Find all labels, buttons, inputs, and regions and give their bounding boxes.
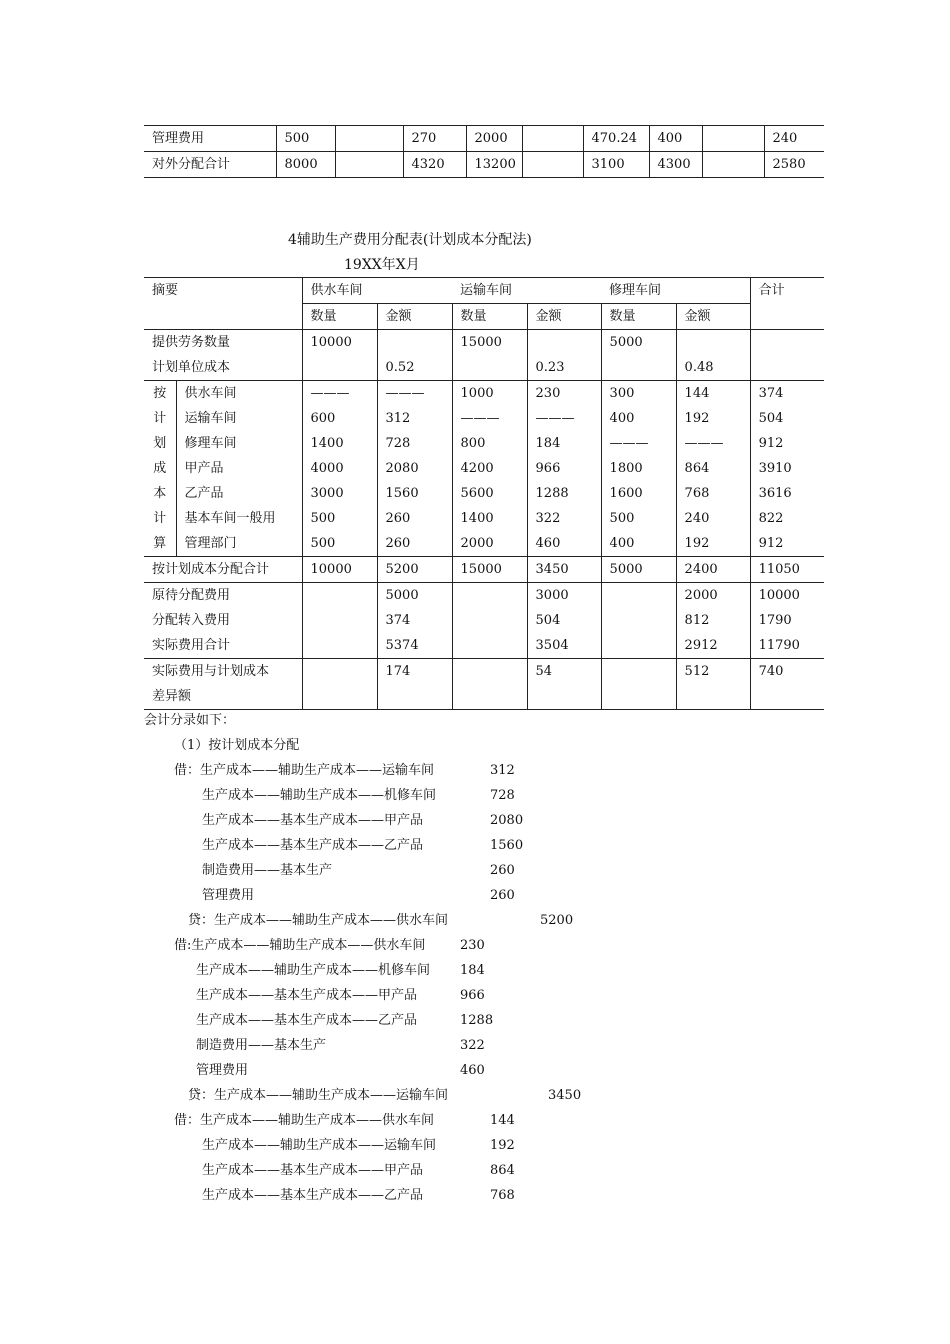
entry-amount: 2080	[490, 813, 524, 828]
table-cell: 192	[676, 406, 750, 431]
table-cell	[302, 659, 377, 710]
table-cell: 3616	[750, 481, 824, 506]
table-cell: 15000	[452, 330, 527, 356]
table-cell: 300	[601, 381, 676, 407]
entry-account: 生产成本——辅助生产成本——机修车间	[202, 788, 437, 803]
entry-amount: 3450	[548, 1088, 582, 1103]
table-cell: 2000	[676, 583, 750, 609]
vertical-label-char: 本	[153, 486, 167, 501]
entry-account: 管理费用	[202, 888, 255, 903]
table-cell: ———	[601, 431, 676, 456]
entry-amount: 144	[490, 1113, 515, 1128]
entry-account: 生产成本——辅助生产成本——运输车间	[202, 1138, 437, 1153]
table-cell	[702, 152, 764, 178]
table-cell: 8000	[276, 152, 335, 178]
entry-account: 贷：生产成本——辅助生产成本——运输车间	[188, 1088, 449, 1103]
table-cell: 460	[527, 531, 601, 557]
plan-row	[144, 406, 824, 431]
table-cell	[522, 126, 583, 152]
table-cell: 400	[601, 406, 676, 431]
table-cell: 500	[302, 531, 377, 557]
entries-heading: （1）按计划成本分配	[174, 738, 300, 753]
entry-amount: 312	[490, 763, 515, 778]
table-cell	[335, 152, 403, 178]
table-cell: 3100	[583, 152, 649, 178]
table-cell	[522, 152, 583, 178]
table-cell: 470.24	[583, 126, 649, 152]
table-cell: 1800	[601, 456, 676, 481]
table-cell	[452, 633, 527, 659]
table-cell: ———	[377, 381, 452, 407]
header-water: 供水车间	[302, 278, 452, 304]
table-cell: 5600	[452, 481, 527, 506]
header-amount: 金额	[527, 304, 601, 330]
table-cell: 4300	[649, 152, 702, 178]
row-label: 原待分配费用	[144, 583, 302, 609]
table-cell: 270	[403, 126, 466, 152]
table-cell: 504	[527, 608, 601, 633]
table-cell: 822	[750, 506, 824, 531]
row-label: 修理车间	[176, 431, 302, 456]
header-summary: 摘要	[152, 283, 179, 298]
header-transport: 运输车间	[460, 283, 513, 298]
plan-row	[144, 431, 824, 456]
entry-amount: 1560	[490, 838, 524, 853]
table-cell: 3000	[302, 481, 377, 506]
table-cell: 3504	[527, 633, 601, 659]
top-allocation-table	[144, 125, 824, 178]
table-cell: 500	[601, 506, 676, 531]
table-cell	[676, 330, 750, 356]
table-cell	[335, 126, 403, 152]
header-row-1	[144, 278, 824, 304]
table-cell: 4320	[403, 152, 466, 178]
plan-row	[144, 456, 824, 481]
table-cell: 2000	[452, 531, 527, 557]
header-amount: 金额	[377, 304, 452, 330]
table-cell: 728	[377, 431, 452, 456]
table-cell: 184	[527, 431, 601, 456]
table-cell	[452, 608, 527, 633]
table-cell: 1288	[527, 481, 601, 506]
table-cell: 144	[676, 381, 750, 407]
table-cell	[302, 355, 377, 381]
entry-account: 生产成本——基本生产成本——甲产品	[202, 1163, 424, 1178]
table-cell: 11790	[750, 633, 824, 659]
table-cell: 2912	[676, 633, 750, 659]
plan-total-row	[144, 557, 824, 583]
entry-account: 贷：生产成本——辅助生产成本——供水车间	[188, 913, 449, 928]
entry-amount: 864	[490, 1163, 515, 1178]
table-cell: 54	[527, 659, 601, 710]
unit-cost-row	[144, 355, 824, 381]
row-label: 管理部门	[176, 531, 302, 557]
table-cell: 1560	[377, 481, 452, 506]
table-cell	[601, 659, 676, 710]
row-label: 运输车间	[176, 406, 302, 431]
table-cell	[302, 633, 377, 659]
table-cell: 5000	[601, 330, 676, 356]
entry-account: 生产成本——辅助生产成本——机修车间	[196, 963, 431, 978]
table-cell: 240	[676, 506, 750, 531]
table-cell: 812	[676, 608, 750, 633]
table-title: 4辅助生产费用分配表(计划成本分配法)	[288, 232, 532, 248]
table-cell: 800	[452, 431, 527, 456]
row-label: 基本车间一般用	[176, 506, 302, 531]
entry-amount: 768	[490, 1188, 515, 1203]
entry-amount: 184	[460, 963, 485, 978]
table-cell: 1400	[302, 431, 377, 456]
table-cell: 3910	[750, 456, 824, 481]
vertical-label-char: 算	[153, 536, 167, 551]
entry-account: 借:生产成本——辅助生产成本——供水车间	[174, 938, 426, 953]
table-cell: 504	[750, 406, 824, 431]
table-cell: 4200	[452, 456, 527, 481]
entry-amount: 1288	[460, 1013, 494, 1028]
table-cell: ———	[452, 406, 527, 431]
table-cell	[452, 583, 527, 609]
provide-row	[144, 330, 824, 356]
entry-amount: 728	[490, 788, 515, 803]
table-cell	[377, 330, 452, 356]
entry-amount: 192	[490, 1138, 515, 1153]
table-cell: 374	[377, 608, 452, 633]
plan-row	[144, 481, 824, 506]
row-label: 对外分配合计	[144, 152, 276, 178]
table-cell	[750, 330, 824, 356]
table-cell: 11050	[750, 557, 824, 583]
table-row	[144, 126, 824, 152]
table-cell	[601, 355, 676, 381]
table-cell: 5000	[377, 583, 452, 609]
entry-account: 生产成本——基本生产成本——乙产品	[202, 838, 424, 853]
table-cell: 10000	[750, 583, 824, 609]
table-cell: 2080	[377, 456, 452, 481]
table-cell: 2000	[466, 126, 522, 152]
difference-row	[144, 659, 824, 710]
table-row	[144, 152, 824, 178]
entry-amount: 460	[460, 1063, 485, 1078]
table-cell: 400	[649, 126, 702, 152]
entry-amount: 966	[460, 988, 485, 1003]
table-cell: 2400	[676, 557, 750, 583]
plan-row	[144, 506, 824, 531]
label-line: 实际费用与计划成本	[152, 664, 270, 679]
header-repair: 修理车间	[609, 283, 662, 298]
row-label: 管理费用	[144, 126, 276, 152]
table-cell: 1000	[452, 381, 527, 407]
table-cell: 374	[750, 381, 824, 407]
entries-intro: 会计分录如下：	[144, 713, 236, 728]
table-cell: 500	[302, 506, 377, 531]
table-cell: 500	[276, 126, 335, 152]
table-cell	[527, 330, 601, 356]
table-cell: 174	[377, 659, 452, 710]
row-label	[144, 659, 302, 710]
entry-account: 制造费用——基本生产	[196, 1038, 327, 1053]
table-cell: 1790	[750, 608, 824, 633]
table-cell	[601, 633, 676, 659]
table-cell: 1600	[601, 481, 676, 506]
table-cell: 5374	[377, 633, 452, 659]
table-cell: 322	[527, 506, 601, 531]
actual-row	[144, 633, 824, 659]
entry-account: 生产成本——基本生产成本——乙产品	[202, 1188, 424, 1203]
table-cell: 740	[750, 659, 824, 710]
entry-account: 借：生产成本——辅助生产成本——供水车间	[174, 1113, 435, 1128]
table-cell	[302, 608, 377, 633]
table-cell: 912	[750, 431, 824, 456]
row-label: 计划单位成本	[152, 360, 231, 375]
table-cell	[702, 126, 764, 152]
table-cell: 15000	[452, 557, 527, 583]
label-line: 差异额	[152, 689, 192, 704]
entry-account: 借：生产成本——辅助生产成本——运输车间	[174, 763, 435, 778]
entry-amount: 5200	[540, 913, 574, 928]
header-qty: 数量	[302, 304, 377, 330]
table-cell: 10000	[302, 557, 377, 583]
vertical-label-char: 划	[153, 436, 167, 451]
entry-account: 生产成本——基本生产成本——乙产品	[196, 1013, 418, 1028]
table-cell	[302, 583, 377, 609]
table-cell: 260	[377, 531, 452, 557]
row-label: 提供劳务数量	[144, 330, 302, 356]
table-cell: 260	[377, 506, 452, 531]
table-cell: 768	[676, 481, 750, 506]
actual-row	[144, 583, 824, 609]
plan-row	[144, 531, 824, 557]
header-qty: 数量	[601, 304, 676, 330]
entry-amount: 230	[460, 938, 485, 953]
table-cell: 1400	[452, 506, 527, 531]
plan-row	[144, 381, 824, 407]
vertical-label-char: 成	[153, 461, 167, 476]
table-cell: 192	[676, 531, 750, 557]
table-cell	[601, 608, 676, 633]
row-label: 乙产品	[176, 481, 302, 506]
vertical-label-char: 按	[144, 381, 176, 407]
actual-row	[144, 608, 824, 633]
row-label: 供水车间	[176, 381, 302, 407]
table-cell	[452, 355, 527, 381]
table-cell: 3000	[527, 583, 601, 609]
table-cell: 0.52	[377, 355, 452, 381]
entry-account: 生产成本——基本生产成本——甲产品	[196, 988, 418, 1003]
row-label: 按计划成本分配合计	[144, 557, 302, 583]
table-cell: 312	[377, 406, 452, 431]
row-label: 分配转入费用	[152, 613, 231, 628]
table-cell: 5200	[377, 557, 452, 583]
table-cell: 240	[764, 126, 824, 152]
table-cell: 864	[676, 456, 750, 481]
table-cell	[750, 355, 824, 381]
table-cell	[601, 583, 676, 609]
table-cell: 912	[750, 531, 824, 557]
table-cell: 5000	[601, 557, 676, 583]
table-cell: 10000	[302, 330, 377, 356]
entry-amount: 260	[490, 863, 515, 878]
table-cell: ———	[676, 431, 750, 456]
table-cell: 966	[527, 456, 601, 481]
entry-account: 管理费用	[196, 1063, 249, 1078]
entry-account: 制造费用——基本生产	[202, 863, 333, 878]
entry-amount: 322	[460, 1038, 485, 1053]
table-cell: ———	[302, 381, 377, 407]
row-label: 实际费用合计	[152, 638, 231, 653]
table-cell: 600	[302, 406, 377, 431]
auxiliary-cost-allocation-table	[144, 277, 824, 710]
table-cell: 400	[601, 531, 676, 557]
row-label: 甲产品	[176, 456, 302, 481]
entry-account: 生产成本——基本生产成本——甲产品	[202, 813, 424, 828]
table-subtitle: 19XX年X月	[344, 257, 420, 273]
table-cell	[452, 659, 527, 710]
table-cell: ———	[527, 406, 601, 431]
table-cell: 4000	[302, 456, 377, 481]
vertical-label-char: 计	[153, 511, 167, 526]
table-cell: 512	[676, 659, 750, 710]
table-cell: 2580	[764, 152, 824, 178]
vertical-label-char: 计	[153, 411, 167, 426]
header-amount: 金额	[676, 304, 750, 330]
table-cell: 13200	[466, 152, 522, 178]
table-cell: 3450	[527, 557, 601, 583]
header-total: 合计	[750, 278, 824, 330]
table-cell: 0.48	[676, 355, 750, 381]
header-qty: 数量	[452, 304, 527, 330]
entry-amount: 260	[490, 888, 515, 903]
table-cell: 230	[527, 381, 601, 407]
table-cell: 0.23	[527, 355, 601, 381]
